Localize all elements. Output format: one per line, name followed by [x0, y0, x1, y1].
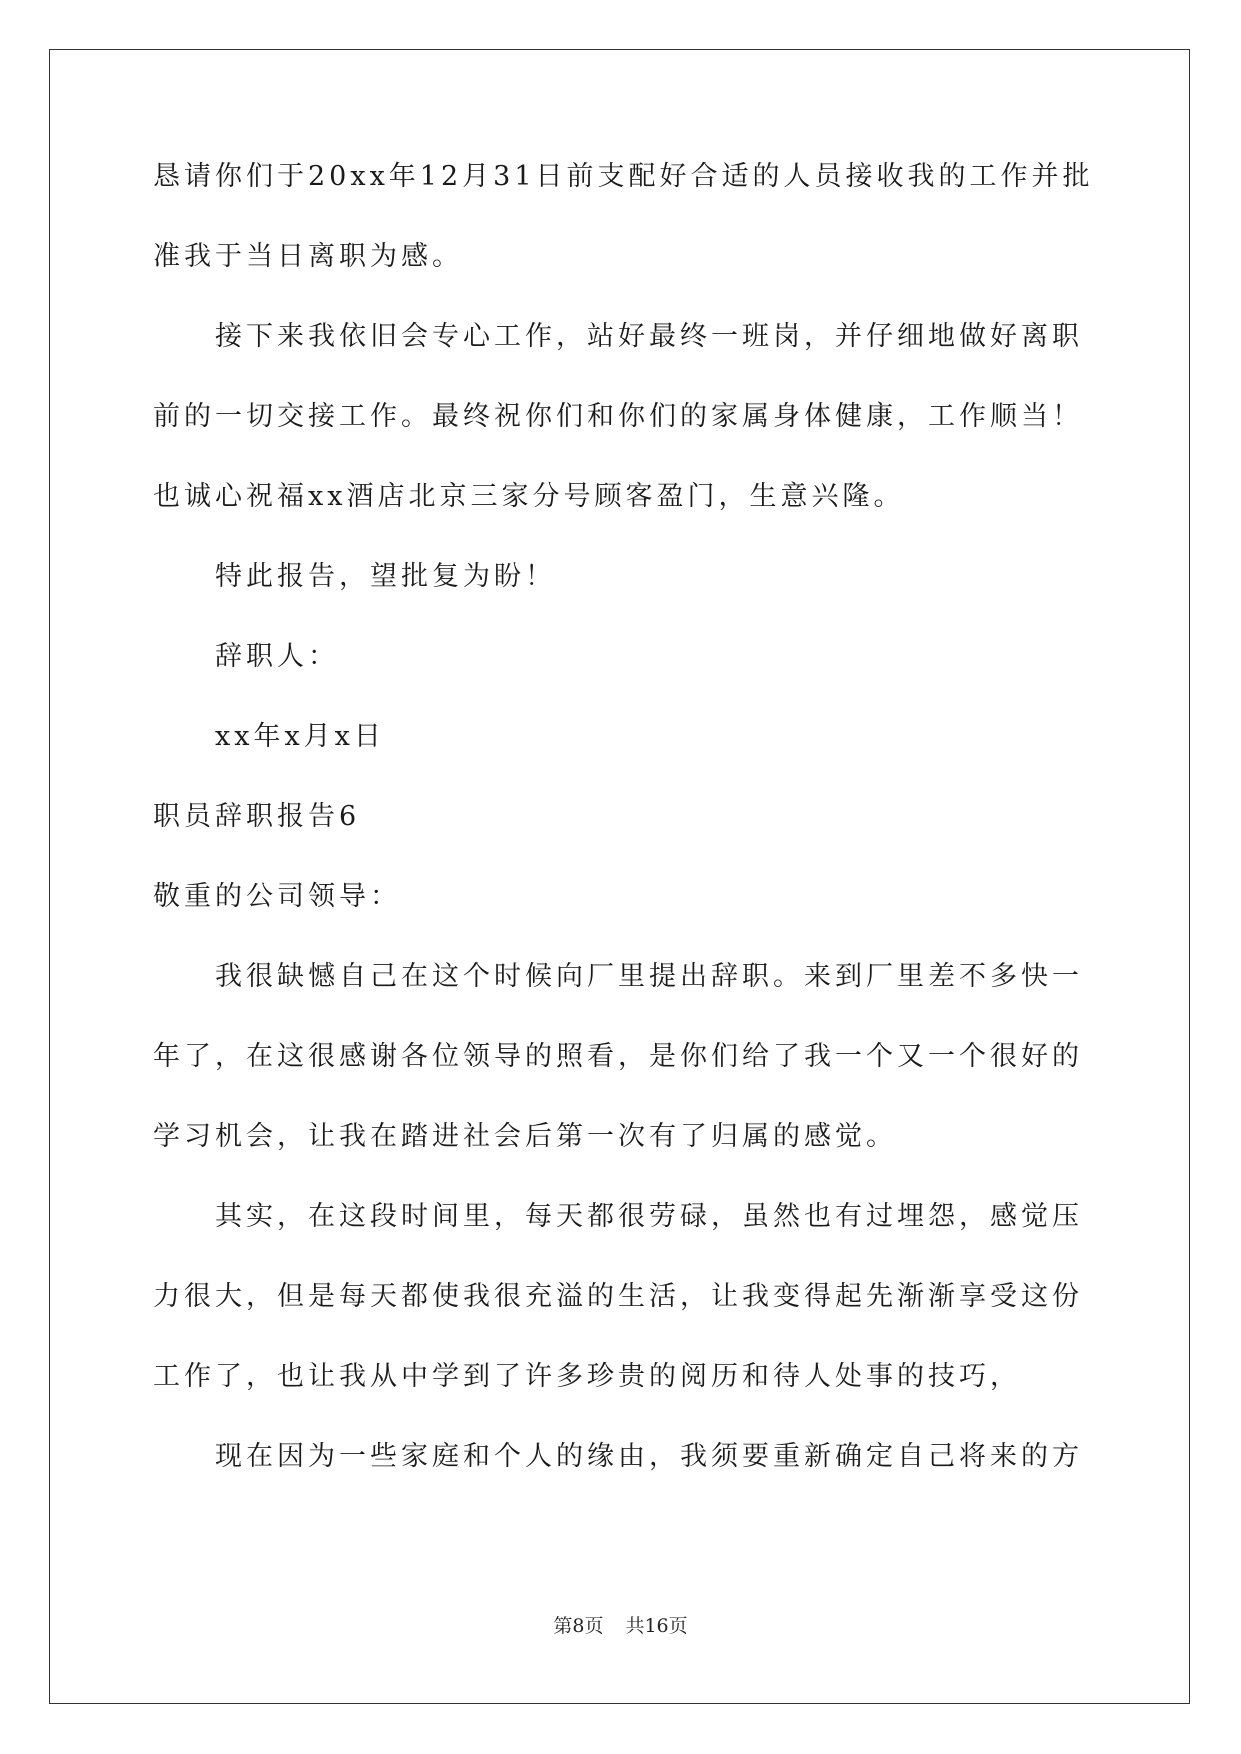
- page-number: 第8页: [553, 1615, 604, 1637]
- text-line: 准我于当日离职为感。: [153, 241, 463, 272]
- text-line: 前的一切交接工作。最终祝你们和你们的家属身体健康，工作顺当！: [153, 401, 1083, 432]
- salutation: 敬重的公司领导：: [153, 881, 401, 912]
- text-line: 学习机会，让我在踏进社会后第一次有了归属的感觉。: [153, 1121, 897, 1152]
- text-line: 力很大，但是每天都使我很充溢的生活，让我变得起先渐渐享受这份: [153, 1281, 1083, 1312]
- text-line: 工作了，也让我从中学到了许多珍贵的阅历和待人处事的技巧，: [153, 1361, 1021, 1392]
- date-line: xx年x月x日: [215, 721, 385, 752]
- section-title: 职员辞职报告6: [153, 801, 361, 832]
- text-line: 恳请你们于20xx年12月31日前支配好合适的人员接收我的工作并批: [153, 161, 1094, 192]
- document-body: [153, 160, 1094, 1520]
- paragraph-start: 接下来我依旧会专心工作，站好最终一班岗，并仔细地做好离职: [215, 321, 1083, 352]
- page-total: 共16页: [625, 1615, 688, 1637]
- text-line: 也诚心祝福xx酒店北京三家分号顾客盈门，生意兴隆。: [153, 481, 905, 512]
- closing-line: 特此报告，望批复为盼！: [215, 561, 556, 592]
- text-line: 年了，在这很感谢各位领导的照看，是你们给了我一个又一个很好的: [153, 1041, 1083, 1072]
- paragraph-start: 我很缺憾自己在这个时候向厂里提出辞职。来到厂里差不多快一: [215, 961, 1083, 992]
- signature-label: 辞职人：: [215, 641, 339, 672]
- page-footer: [0, 1614, 1241, 1638]
- paragraph-start: 其实，在这段时间里，每天都很劳碌，虽然也有过埋怨，感觉压: [215, 1201, 1083, 1232]
- paragraph-start: 现在因为一些家庭和个人的缘由，我须要重新确定自己将来的方: [215, 1441, 1083, 1472]
